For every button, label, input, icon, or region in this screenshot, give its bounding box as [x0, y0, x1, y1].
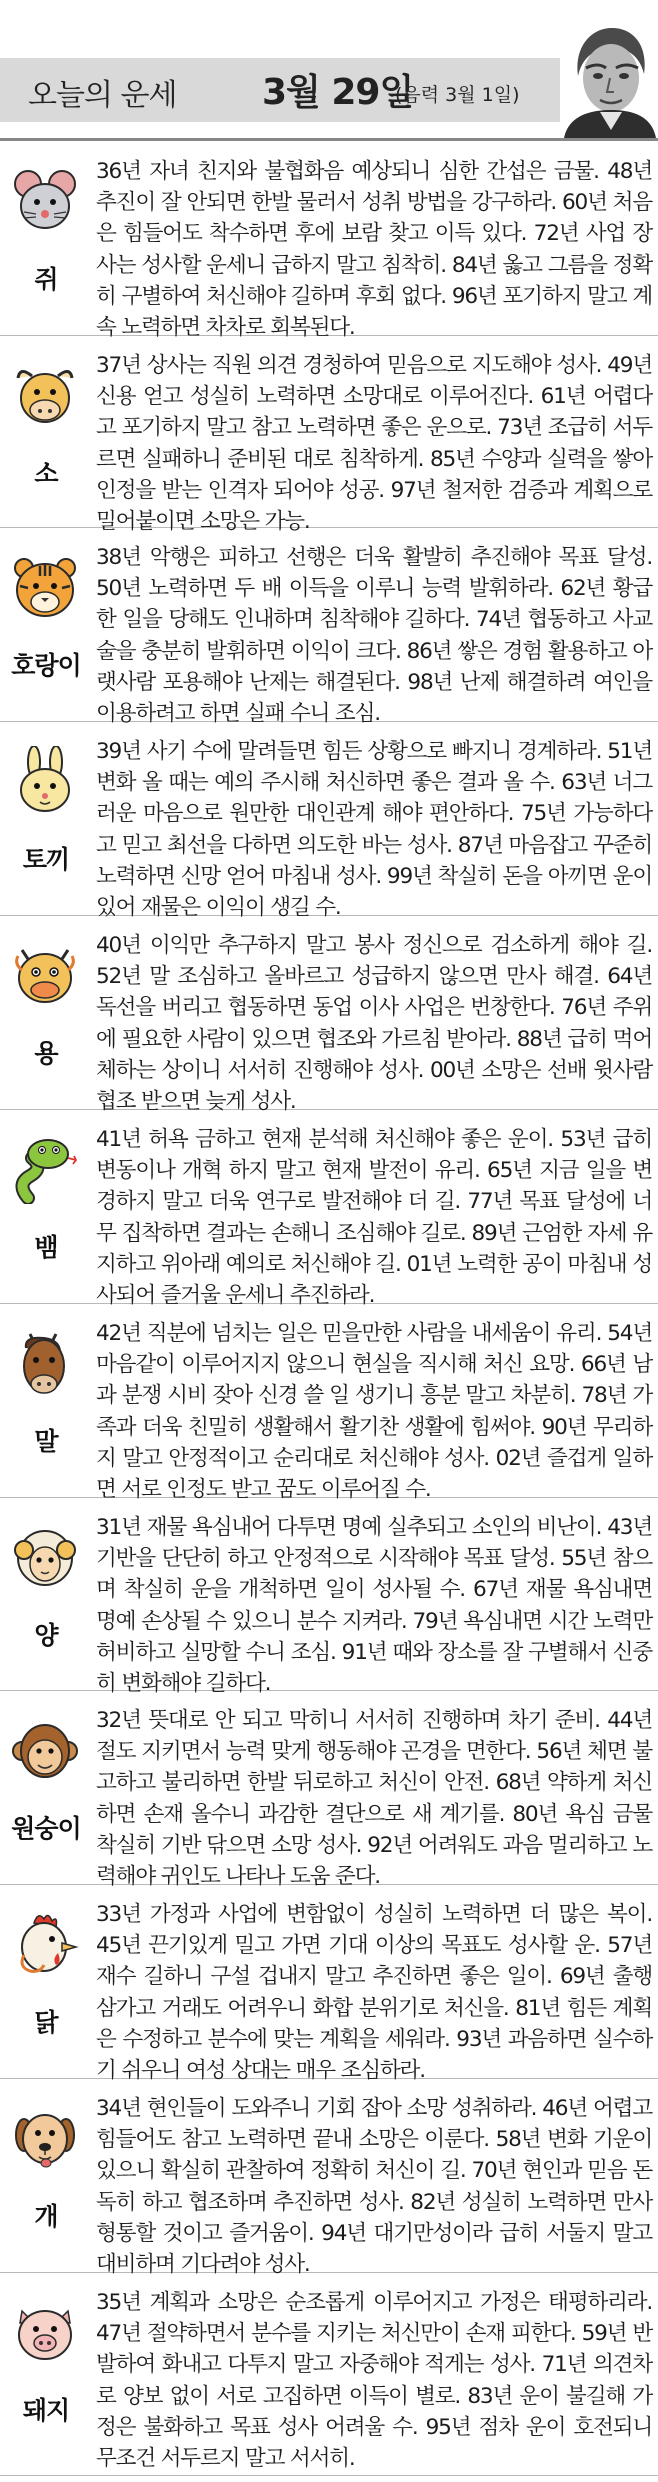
fortune-text: 34년 현인들이 도와주니 기회 잡아 소망 성취하라. 46년 어렵고 힘들어도 참고 노력하면 끝내 소망은 이룬다. 58년 변화 기운이 있으니 확실히 관찰하여 정확히 처신이 길. 70년 현인과 믿음 돈독히 하고 협조하며 추진하면 성사. 82년 성실히 노력하면 만사형통할 것이고 즐거움이. 94년 대기만성이라 급히 서둘지 말고 대비하며 기다려야 성사. — [96, 2096, 652, 2278]
fortune-entry — [0, 528, 658, 727]
tiger-icon — [10, 552, 80, 622]
animal-name: 뱀 — [34, 1233, 58, 1262]
animal-column — [0, 528, 92, 721]
fortune-entry — [0, 722, 658, 921]
fortune-entry — [0, 2079, 658, 2278]
fortune-text: 41년 허욕 금하고 현재 분석해 처신해야 좋은 운이. 53년 급히 변동이나 개혁 하지 말고 현재 발전이 유리. 65년 지금 일을 변경하지 말고 더욱 연구로 발전해야 더 길. 77년 목표 달성에 너무 집착하면 결과는 손해니 조심해야 길로. 89년 근엄한 자세 유지하고 위아래 예의로 처신해야 길. 01년 노력한 공이 마침내 성사되어 즐거울 운세니 추진하라. — [96, 1127, 652, 1309]
animal-column — [0, 1691, 92, 1884]
header-divider — [0, 138, 658, 141]
animal-column — [0, 142, 92, 335]
animal-column — [0, 1498, 92, 1690]
sheep-icon — [10, 1522, 80, 1592]
fortune-entry — [0, 1691, 658, 1890]
animal-column — [0, 1885, 92, 2078]
fortune-entry — [0, 1110, 658, 1309]
rat-icon — [10, 166, 80, 236]
fortune-text: 36년 자녀 친지와 불협화음 예상되니 심한 간섭은 금물. 48년 추진이 잘 안되면 한발 물러서 성취 방법을 강구하라. 60년 처음은 힘들어도 착수하면 후에 보람 찾고 이득 있다. 72년 사업 장사는 성사할 운세니 급하지 말고 침착히. 84년 옳고 그름을 정확히 구별하여 처신해야 길하며 후회 없다. 96년 포기하지 말고 계속 노력하면 차차로 회복된다. — [96, 159, 652, 341]
header-date: 3월 29일 — [262, 72, 414, 113]
fortune-text: 39년 사기 수에 말려들면 힘든 상황으로 빠지니 경계하라. 51년 변화 올 때는 예의 주시해 처신하면 좋은 결과 올 수. 63년 너그러운 마음으로 원만한 대인관계 해야 편안하다. 75년 가능하다고 믿고 최선을 다하면 의도한 바는 성사. 87년 마음잡고 꾸준히 노력하면 신망 얻어 마침내 성사. 99년 착실히 돈을 아끼면 운이 있어 재물은 이익이 생길 수. — [96, 739, 652, 921]
animal-name: 호랑이 — [11, 651, 81, 680]
dragon-icon — [10, 940, 80, 1010]
snake-icon — [10, 1134, 80, 1204]
ox-icon — [10, 360, 80, 430]
animal-column — [0, 2273, 92, 2475]
animal-column — [0, 1304, 92, 1497]
page-header — [0, 0, 658, 140]
fortune-text: 35년 계획과 소망은 순조롭게 이루어지고 가정은 태평하리라. 47년 절약하면서 분수를 지키는 처신만이 손재 피한다. 59년 반발하여 화내고 다투지 말고 자중해야 적게는 성사. 71년 의견차로 양보 없이 서로 고집하면 이득이 별로. 83년 운이 불길해 가정은 불화하고 목표 성사 어려울 수. 95년 점차 운이 호전되니 무조건 서두르지 말고 서서히. — [96, 2290, 652, 2472]
author-photo-icon — [560, 18, 658, 138]
animal-name: 말 — [34, 1427, 58, 1456]
header-lunar-date: (음력 3월 1일) — [395, 84, 520, 106]
animal-name: 쥐 — [34, 265, 58, 294]
animal-column — [0, 336, 92, 527]
fortune-entry — [0, 1498, 658, 1697]
animal-column — [0, 722, 92, 915]
dog-icon — [10, 2103, 80, 2173]
animal-column — [0, 2079, 92, 2272]
fortune-text: 31년 재물 욕심내어 다투면 명예 실추되고 소인의 비난이. 43년 기반을 단단히 하고 안정적으로 시작해야 목표 달성. 55년 참으며 착실히 운을 개척하면 일이 성사될 수. 67년 재물 욕심내면 명예 손상될 수 있으니 분수 지켜라. 79년 욕심내면 시간 노력만 허비하고 실망할 수니 조심. 91년 때와 장소를 잘 구별해서 신중히 변화해야 길하다. — [96, 1515, 652, 1697]
animal-name: 용 — [34, 1039, 58, 1068]
fortune-entry — [0, 142, 658, 341]
animal-name: 개 — [34, 2202, 58, 2231]
fortune-entry — [0, 1304, 658, 1503]
horse-icon — [10, 1328, 80, 1398]
animal-name: 닭 — [34, 2008, 58, 2037]
fortune-entry — [0, 336, 658, 535]
animal-name: 소 — [34, 459, 58, 488]
fortune-text: 40년 이익만 추구하지 말고 봉사 정신으로 검소하게 해야 길. 52년 말 조심하고 올바르고 성급하지 않으면 만사 해결. 64년 독선을 버리고 협동하면 동업 이사 사업은 번창한다. 76년 주위에 필요한 사람이 있으면 협조와 가르침 받아라. 88년 급히 먹어 체하는 상이니 서서히 진행해야 성사. 00년 소망은 선배 윗사람 협조 받으면 늦게 성사. — [96, 933, 652, 1115]
pig-icon — [10, 2297, 80, 2367]
animal-name: 원숭이 — [11, 1814, 81, 1843]
animal-name: 돼지 — [22, 2396, 70, 2425]
fortune-text: 38년 악행은 피하고 선행은 더욱 활발히 추진해야 목표 달성. 50년 노력하면 두 배 이득을 이루니 능력 발휘하라. 62년 황급한 일을 당해도 인내하며 침착해야 길하다. 74년 협동하고 사교술을 충분히 발휘하면 이익이 크다. 86년 쌓은 경험 활용하고 아랫사람 포용해야 난제는 해결된다. 98년 난제 해결하려 여인을 이용하려고 하면 실패 수니 조심. — [96, 545, 652, 727]
fortune-entry — [0, 916, 658, 1115]
monkey-icon — [10, 1715, 80, 1785]
fortune-list — [0, 142, 658, 2476]
fortune-entry — [0, 1885, 658, 2084]
rabbit-icon — [10, 746, 80, 816]
animal-column — [0, 916, 92, 1109]
fortune-text: 37년 상사는 직원 의견 경청하여 믿음으로 지도해야 성사. 49년 신용 얻고 성실히 노력하면 소망대로 이루어진다. 61년 어렵다고 포기하지 말고 참고 노력하면 좋은 운으로. 73년 조급히 서두르면 실패하니 준비된 대로 침착하게. 85년 수양과 실력을 쌓아 인정을 받는 인격자 되어야 성공. 97년 철저한 검증과 계획으로 밀어붙이면 소망은 가능. — [96, 353, 652, 535]
animal-name: 토끼 — [22, 845, 70, 874]
fortune-text: 32년 뜻대로 안 되고 막히니 서서히 진행하며 차기 준비. 44년 절도 지키면서 능력 맞게 행동해야 곤경을 면한다. 56년 체면 불고하고 불리하면 한발 뒤로하고 처신이 안전. 68년 약하게 처신하면 손재 올수니 과감한 결단으로 새 계기를. 80년 욕심 금물 착실히 기반 닦으면 소망 성사. 92년 어려워도 과음 멀리하고 노력해야 귀인도 나타나 도움 준다. — [96, 1708, 652, 1890]
animal-name: 양 — [34, 1621, 58, 1650]
rooster-icon — [10, 1909, 80, 1979]
fortune-entry — [0, 2273, 658, 2476]
fortune-text: 42년 직분에 넘치는 일은 믿을만한 사람을 내세움이 유리. 54년 마음같이 이루어지지 않으니 현실을 직시해 처신 요망. 66년 남과 분쟁 시비 잦아 신경 쓸 일 생기니 흥분 말고 차분히. 78년 가족과 더욱 친밀히 생활해서 활기찬 생활에 힘써야. 90년 무리하지 말고 안정적이고 순리대로 처신해야 성사. 02년 즐겁게 일하면 서로 인정도 받고 꿈도 이루어질 수. — [96, 1321, 652, 1503]
page-title: 오늘의 운세 — [28, 78, 177, 113]
fortune-text: 33년 가정과 사업에 변함없이 성실히 노력하면 더 많은 복이. 45년 끈기있게 밀고 가면 기대 이상의 목표도 성사할 운. 57년 재수 길하니 구설 겁내지 말고 추진하면 좋은 일이. 69년 출행 삼가고 거래도 어려우니 화합 분위기로 처신을. 81년 힘든 계획은 수정하고 분수에 맞는 계획을 세워라. 93년 과음하면 실수하기 쉬우니 여성 상대는 매우 조심하라. — [96, 1902, 652, 2084]
animal-column — [0, 1110, 92, 1303]
